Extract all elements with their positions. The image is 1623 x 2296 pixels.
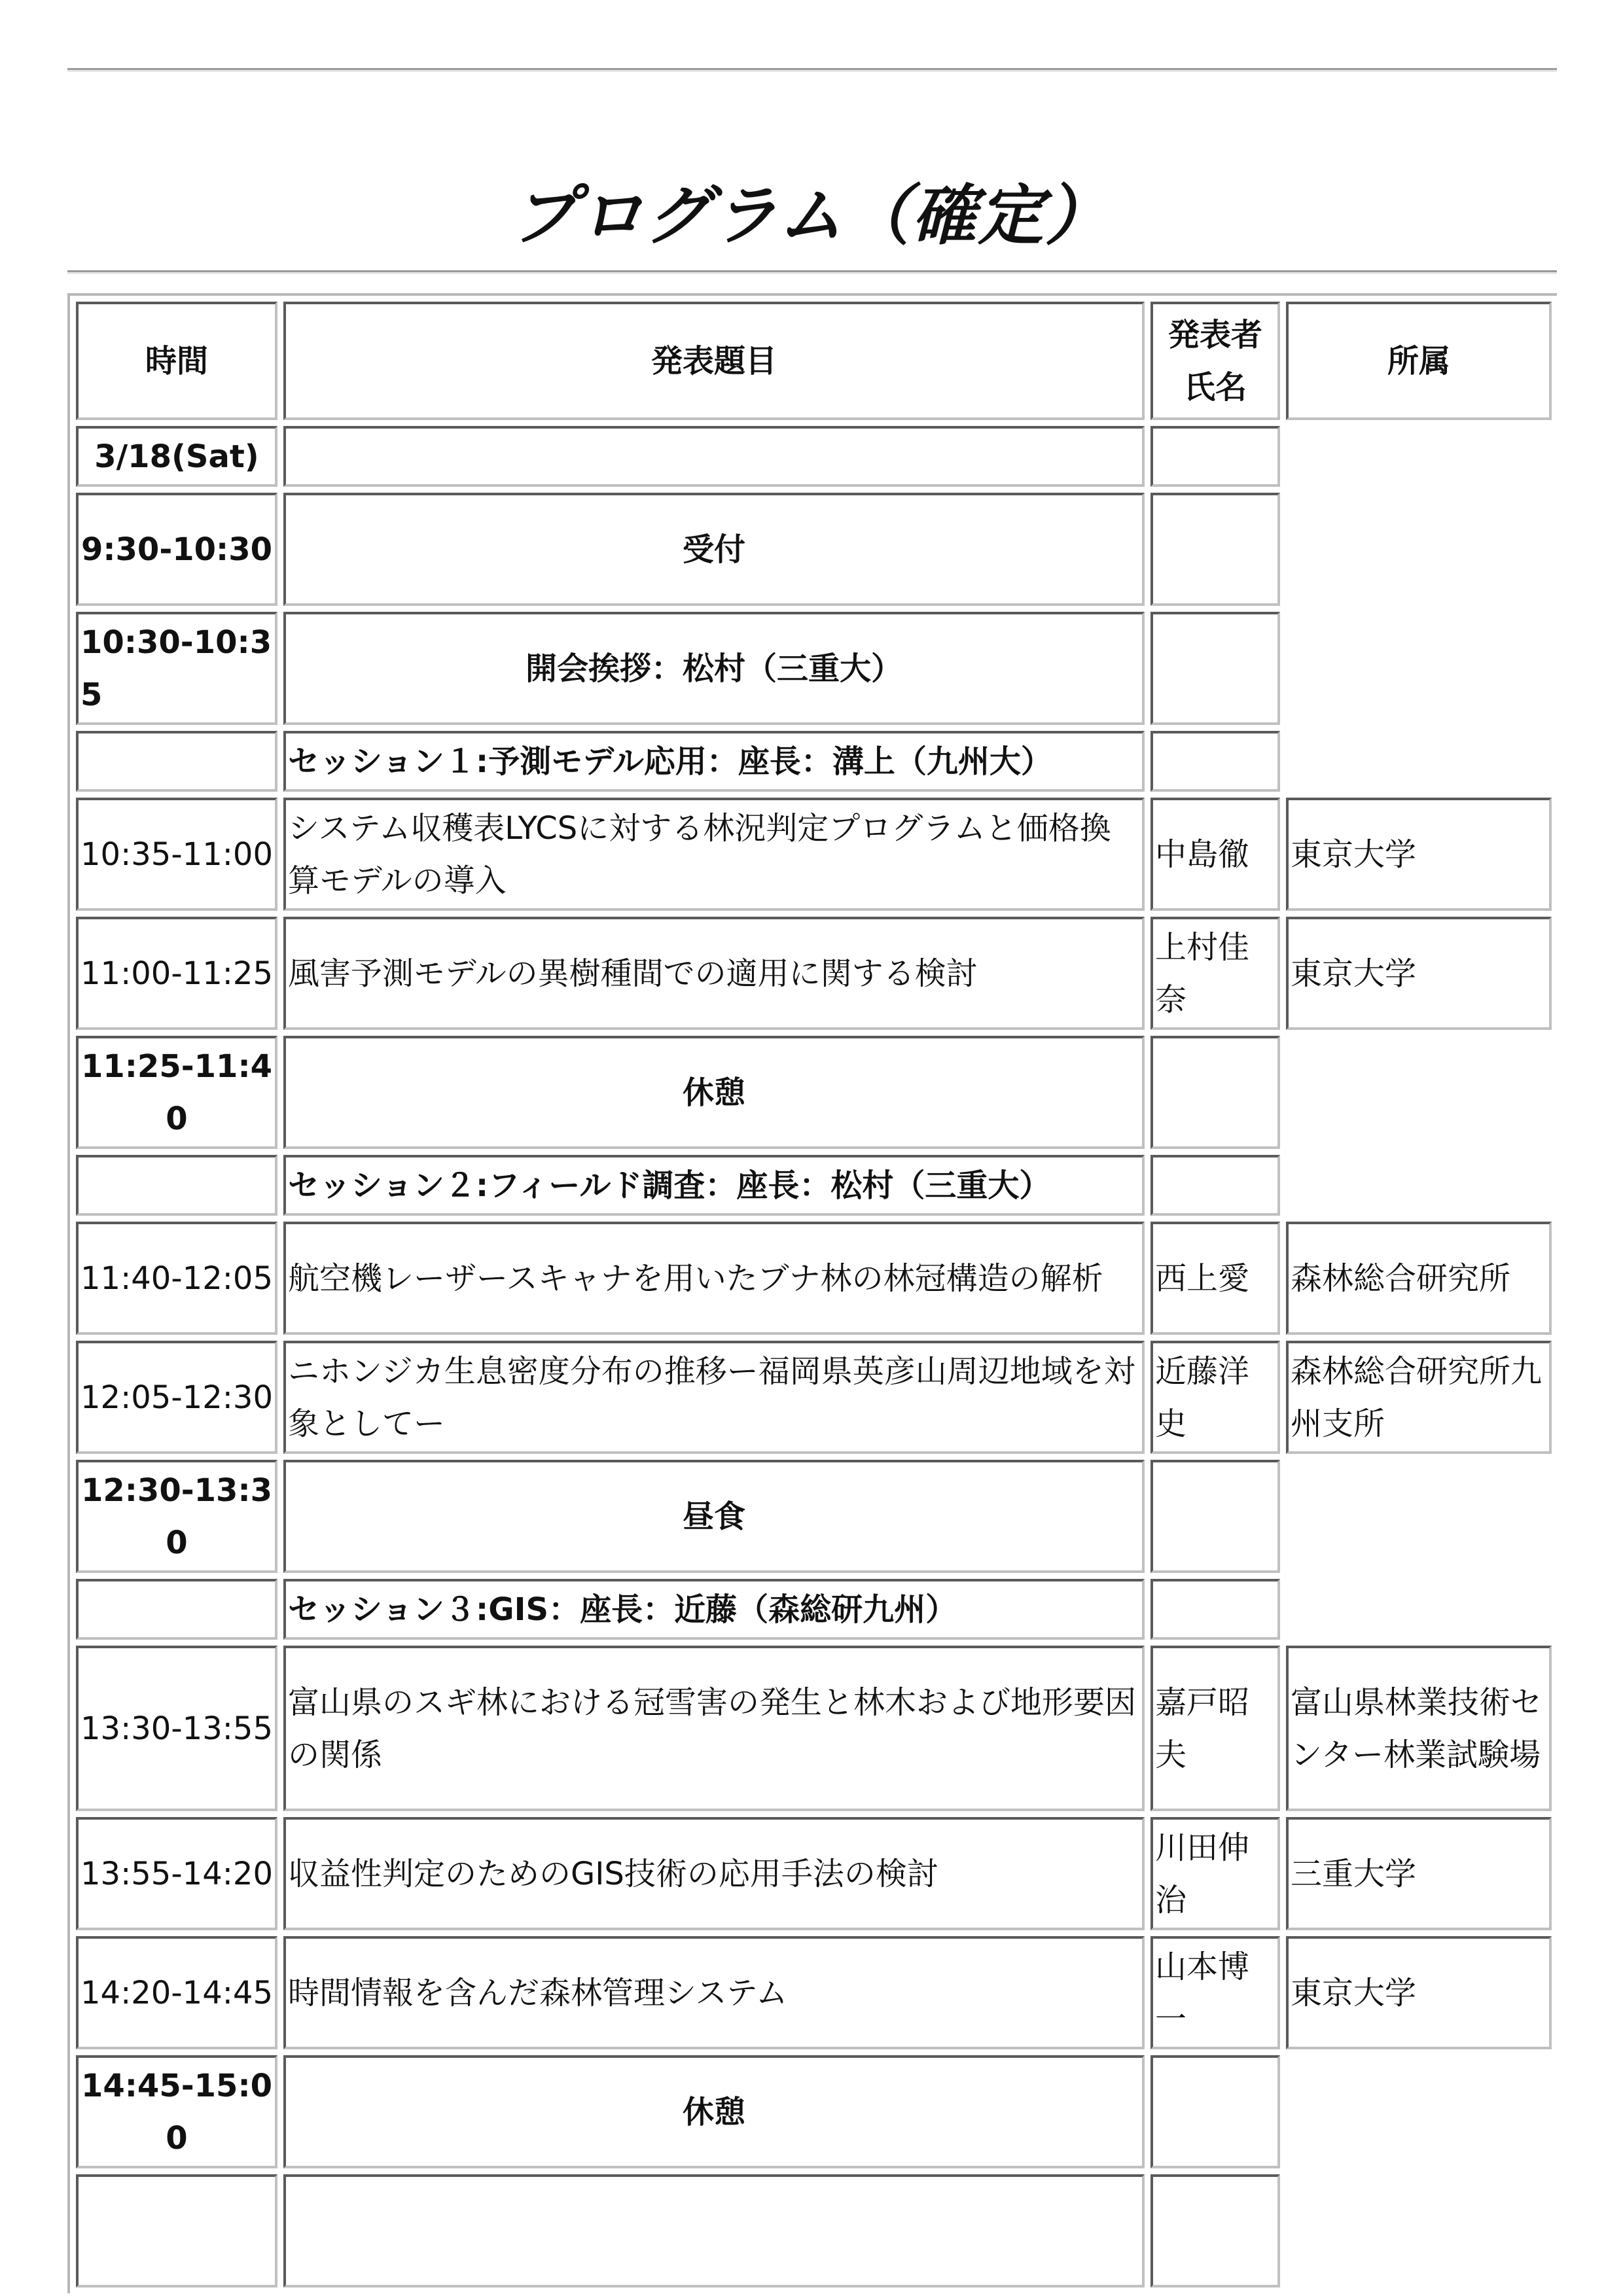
page-title: プログラム（確定）: [511, 177, 1112, 254]
presenter-cell: 近藤洋史: [1150, 1341, 1280, 1454]
table-header-row: [76, 302, 1552, 420]
empty-cell: [76, 1155, 277, 1216]
empty-cell: [1150, 1460, 1280, 1573]
table-row: [76, 1341, 1552, 1454]
table-row: [76, 917, 1552, 1030]
empty-cell: [1150, 2174, 1280, 2287]
empty-cell: [76, 1579, 277, 1640]
affiliation-cell: 富山県林業技術センター林業試験場: [1286, 1646, 1552, 1811]
header-affiliation: 所属: [1286, 302, 1552, 420]
header-time: 時間: [76, 302, 277, 420]
empty-cell: [1150, 731, 1280, 792]
title-cell: 受付: [283, 493, 1145, 606]
title-cell: 開会挨拶：松村（三重大）: [283, 612, 1145, 725]
presenter-cell: 川田伸治: [1150, 1817, 1280, 1930]
table-row: [76, 1936, 1552, 2049]
affiliation-cell: 東京大学: [1286, 917, 1552, 1030]
affiliation-cell: 三重大学: [1286, 1817, 1552, 1930]
time-cell: 11:00-11:25: [76, 917, 277, 1030]
header-title: 発表題目: [283, 302, 1145, 420]
blank-area: [1286, 2055, 1552, 2287]
blank-area: [1286, 426, 1552, 792]
title-cell: 休憩: [283, 2055, 1145, 2168]
presenter-cell: 嘉戸昭夫: [1150, 1646, 1280, 1811]
title-cell: 時間情報を含んだ森林管理システム: [283, 1936, 1145, 2049]
date-row: [76, 426, 1552, 487]
session-title: セッション１:予測モデル応用：座長：溝上（九州大）: [283, 731, 1145, 792]
empty-cell: [1150, 1579, 1280, 1640]
presenter-cell: 西上愛: [1150, 1222, 1280, 1335]
time-cell: 11:25-11:40: [76, 1036, 277, 1149]
time-cell: 13:55-14:20: [76, 1817, 277, 1930]
session-title: セッション２:フィールド調査：座長：松村（三重大）: [283, 1155, 1145, 1216]
time-cell: 14:45-15:00: [76, 2055, 277, 2168]
empty-cell: [1150, 426, 1280, 487]
blank-area: [1286, 1460, 1552, 1640]
title-cell: 収益性判定のためのGIS技術の応用手法の検討: [283, 1817, 1145, 1930]
time-cell: 10:30-10:35: [76, 612, 277, 725]
title-cell: 富山県のスギ林における冠雪害の発生と林木および地形要因の関係: [283, 1646, 1145, 1811]
table-row: [76, 1222, 1552, 1335]
time-cell: 9:30-10:30: [76, 493, 277, 606]
title-cell: 航空機レーザースキャナを用いたブナ林の林冠構造の解析: [283, 1222, 1145, 1335]
program-table: [67, 293, 1557, 2293]
empty-cell: [1150, 612, 1280, 725]
empty-cell: [1150, 2055, 1280, 2168]
presenter-cell: 上村佳奈: [1150, 917, 1280, 1030]
affiliation-cell: 森林総合研究所九州支所: [1286, 1341, 1552, 1454]
table-row: [76, 798, 1552, 911]
table-row: [76, 1460, 1552, 1573]
time-cell: 12:30-13:30: [76, 1460, 277, 1573]
presenter-cell: 中島徹: [1150, 798, 1280, 911]
time-cell: 12:05-12:30: [76, 1341, 277, 1454]
title-cell: ニホンジカ生息密度分布の推移ー福岡県英彦山周辺地域を対象としてー: [283, 1341, 1145, 1454]
title-cell: 休憩: [283, 1036, 1145, 1149]
affiliation-cell: 東京大学: [1286, 1936, 1552, 2049]
date-cell: 3/18(Sat): [76, 426, 277, 487]
time-cell: 14:20-14:45: [76, 1936, 277, 2049]
empty-cell: [283, 426, 1145, 487]
table-row: [76, 2055, 1552, 2168]
blank-area: [1286, 1036, 1552, 1216]
title-cell: システム収穫表LYCSに対する林況判定プログラムと価格換算モデルの導入: [283, 798, 1145, 911]
time-cell: 10:35-11:00: [76, 798, 277, 911]
affiliation-cell: 東京大学: [1286, 798, 1552, 911]
table-row: [76, 1646, 1552, 1811]
session-title: セッション３:GIS：座長：近藤（森総研九州）: [283, 1579, 1145, 1640]
title-cell: 昼食: [283, 1460, 1145, 1573]
time-cell: 13:30-13:55: [76, 1646, 277, 1811]
time-cell: 11:40-12:05: [76, 1222, 277, 1335]
table-row: [76, 1817, 1552, 1930]
empty-cell: [283, 2174, 1145, 2287]
empty-cell: [1150, 493, 1280, 606]
presenter-cell: 山本博一: [1150, 1936, 1280, 2049]
title-cell: 風害予測モデルの異樹種間での適用に関する検討: [283, 917, 1145, 1030]
empty-cell: [76, 2174, 277, 2287]
affiliation-cell: 森林総合研究所: [1286, 1222, 1552, 1335]
empty-cell: [76, 731, 277, 792]
top-divider: [67, 68, 1557, 72]
header-presenter: 発表者氏名: [1150, 302, 1280, 420]
program-table-container: [67, 293, 1557, 2296]
title-divider: [67, 270, 1557, 274]
table-row: [76, 1036, 1552, 1149]
empty-cell: [1150, 1036, 1280, 1149]
empty-cell: [1150, 1155, 1280, 1216]
